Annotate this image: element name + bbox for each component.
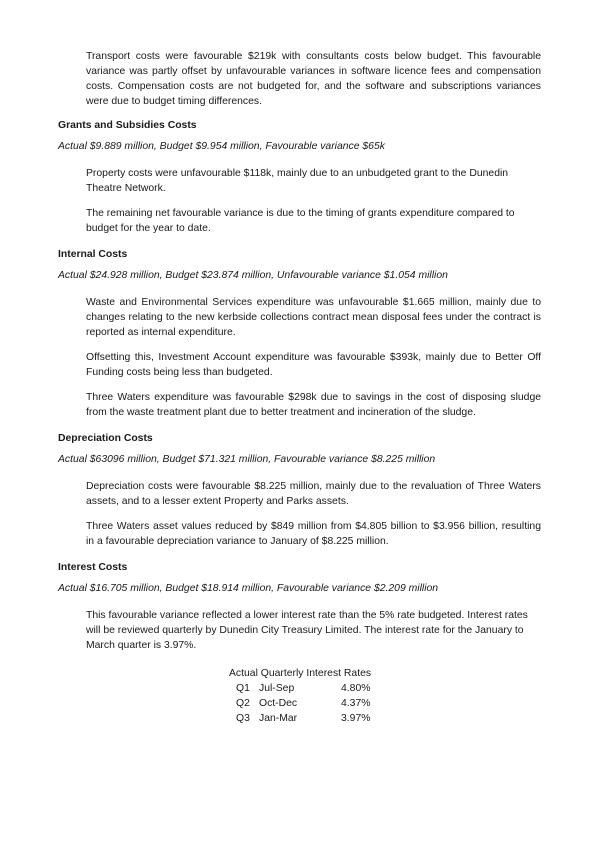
internal-paragraph-2: Offsetting this, Investment Account expenditure was favourable $393k, mainly due to Better Off Funding costs being less than budgeted. <box>86 352 541 378</box>
rate-cell: 4.37% <box>341 698 371 709</box>
period-cell: Jul-Sep <box>259 683 295 694</box>
grants-paragraph-1: Property costs were unfavourable $118k, mainly due to an unbudgeted grant to the Dunedin Theatre Network. <box>86 168 509 194</box>
interest-rates-caption: Actual Quarterly Interest Rates <box>229 668 372 679</box>
rate-cell: 4.80% <box>341 683 371 694</box>
internal-summary: Actual $24.928 million, Budget $23.874 million, Unfavourable variance $1.054 million <box>58 270 448 281</box>
table-row <box>229 696 389 711</box>
period-cell: Jan-Mar <box>259 713 298 724</box>
depreciation-paragraph-1: Depreciation costs were favourable $8.225 million, mainly due to the revaluation of Three Waters assets, and to a lesser extent Property and Parks assets. <box>86 481 541 507</box>
period-cell: Oct-Dec <box>259 698 298 709</box>
transport-paragraph: Transport costs were favourable $219k with consultants costs below budget. This favourable variance was partly offset by unfavourable variances in software licence fees and compensation costs. Compensation costs are not budgeted for, and the software and subscriptions variances were due to budget timing differences. <box>86 51 541 107</box>
depreciation-heading: Depreciation Costs <box>58 433 153 444</box>
quarter-cell: Q1 <box>236 683 250 694</box>
depreciation-paragraph-2: Three Waters asset values reduced by $849 million from $4.805 billion to $3.956 billion, resulting in a favourable depreciation variance to January of $8.225 million. <box>86 521 541 547</box>
grants-summary: Actual $9.889 million, Budget $9.954 million, Favourable variance $65k <box>58 141 385 152</box>
quarter-cell: Q2 <box>236 698 250 709</box>
grants-heading: Grants and Subsidies Costs <box>58 120 197 131</box>
table-row <box>229 681 389 696</box>
interest-paragraph-1: This favourable variance reflected a lower interest rate than the 5% rate budgeted. Interest rates will be reviewed quarterly by Dunedin City Treasury Limited. The interest rate for the January to March quarter is 3.97%. <box>86 610 528 651</box>
internal-heading: Internal Costs <box>58 249 128 260</box>
quarter-cell: Q3 <box>236 713 250 724</box>
internal-paragraph-3: Three Waters expenditure was favourable $298k due to savings in the cost of disposing sludge from the waste treatment plant due to better treatment and incineration of the sludge. <box>86 392 541 418</box>
grants-paragraph-2: The remaining net favourable variance is due to the timing of grants expenditure compared to budget for the year to date. <box>86 208 515 234</box>
interest-heading: Interest Costs <box>58 562 128 573</box>
interest-rates-table <box>229 666 389 726</box>
table-row <box>229 711 389 726</box>
interest-summary: Actual $16.705 million, Budget $18.914 million, Favourable variance $2.209 million <box>58 583 439 594</box>
internal-paragraph-1: Waste and Environmental Services expenditure was unfavourable $1.665 million, mainly due to changes relating to the new kerbside collections contract mean disposal fees under the contract is reported as internal expenditure. <box>86 297 541 338</box>
depreciation-summary: Actual $63096 million, Budget $71.321 million, Favourable variance $8.225 million <box>58 454 436 465</box>
rate-cell: 3.97% <box>341 713 371 724</box>
